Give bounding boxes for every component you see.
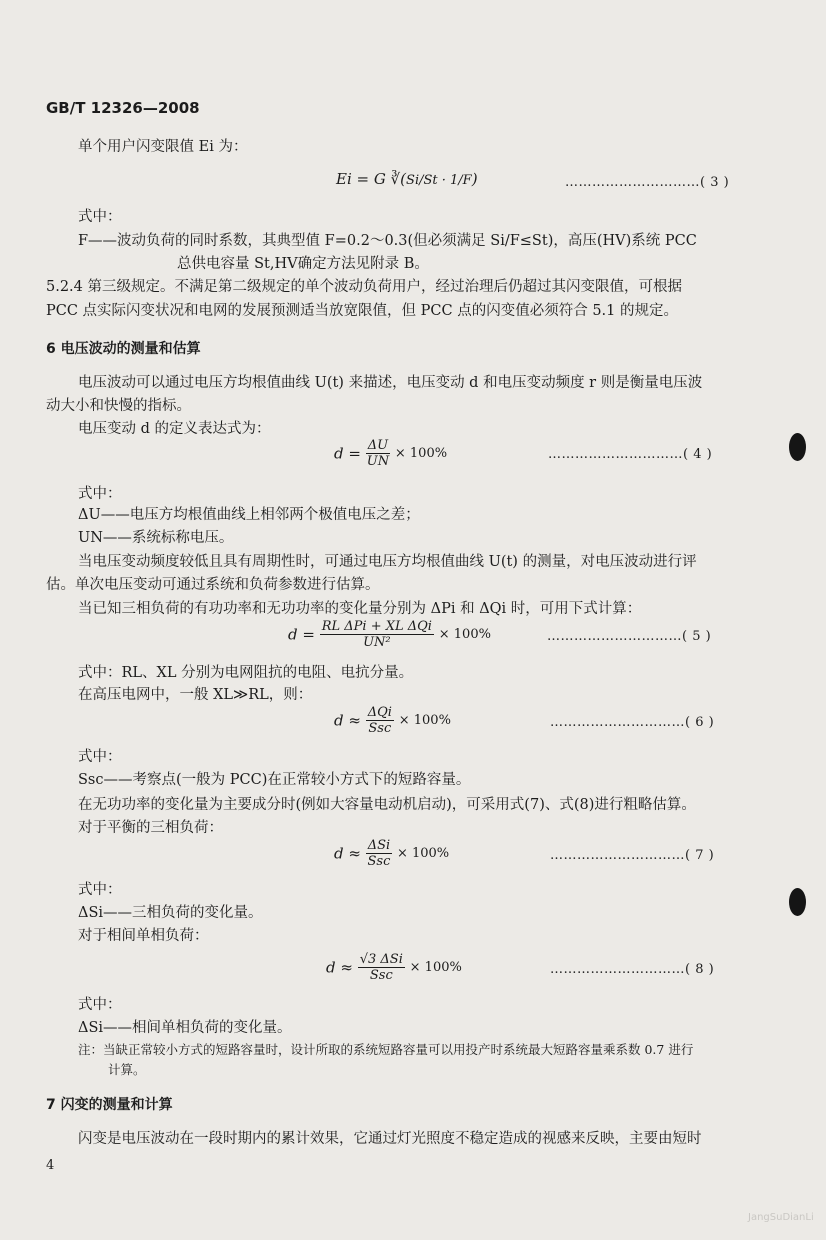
- text-line: 电压变动 d 的定义表达式为：: [78, 421, 271, 437]
- text-line: 式中：RL、XL 分别为电网阻抗的电阻、电抗分量。: [78, 665, 414, 681]
- text-line: PCC 点实际闪变状况和电网的发展预测适当放宽限值，但 PCC 点的闪变值必须符合 5.1 的规定。: [46, 303, 678, 319]
- equation-5-number: …………………………( 5 ): [547, 629, 712, 644]
- text-line: 在无功功率的变化量为主要成分时(例如大容量电动机启动)，可采用式(7)、式(8)进行粗略估算。: [78, 797, 696, 813]
- text-line: 动大小和快慢的指标。: [46, 398, 191, 414]
- section-7-heading: 7 闪变的测量和计算: [46, 1097, 173, 1113]
- equation-4-number: …………………………( 4 ): [548, 447, 713, 462]
- equation-6: d ≈ $\frac{\text{ΔQi}}{\text{Ssc}}$ × 100%: [334, 705, 451, 736]
- standard-code-header: GB/T 12326—2008: [46, 99, 200, 117]
- text-line: 当已知三相负荷的有功功率和无功功率的变化量分别为 ΔPi 和 ΔQi 时，可用下式计算：: [78, 601, 642, 617]
- text-line: 式中：: [78, 209, 122, 225]
- text-line: 式中：: [78, 882, 122, 898]
- text-line: 式中：: [78, 997, 122, 1013]
- clause-5-2-4: 5.2.4 第三级规定。不满足第二级规定的单个波动负荷用户，经过治理后仍超过其闪变限值，可根据: [46, 279, 682, 295]
- equation-8-number: …………………………( 8 ): [550, 962, 715, 977]
- equation-7-number: …………………………( 7 ): [550, 848, 715, 863]
- text-line: 对于平衡的三相负荷：: [78, 820, 223, 836]
- equation-3-number: …………………………( 3 ): [565, 175, 730, 190]
- text-line: ΔSi——三相负荷的变化量。: [78, 905, 263, 921]
- punch-hole: [789, 433, 806, 461]
- text-line: 式中：: [78, 749, 122, 765]
- text-line: F——波动负荷的同时系数，其典型值 F=0.2～0.3(但必须满足 Si/F≤St)，高压(HV)系统 PCC: [78, 233, 697, 249]
- text-line: 闪变是电压波动在一段时期内的累计效果，它通过灯光照度不稳定造成的视感来反映，主要由短时: [78, 1131, 702, 1147]
- equation-3-radicand: Si/St · 1/F: [406, 173, 472, 188]
- radical-sign: ∛(: [390, 170, 407, 188]
- note-line: 计算。: [108, 1062, 146, 1077]
- text-line: 估。单次电压变动可通过系统和负荷参数进行估算。: [46, 577, 380, 593]
- text-line: 总供电容量 St,HV确定方法见附录 B。: [177, 256, 429, 272]
- equation-7: d ≈ $\frac{\text{ΔSi}}{\text{Ssc}}$ × 100%: [334, 838, 450, 869]
- text-line: 当电压变动频度较低且具有周期性时，可通过电压方均根值曲线 U(t) 的测量，对电压波动进行评: [78, 554, 697, 570]
- equation-8: d ≈ $\frac{\text{√3 ΔSi}}{\text{Ssc}}$ × 100%: [326, 952, 462, 983]
- section-6-heading: 6 电压波动的测量和估算: [46, 341, 201, 357]
- text-line: Ssc——考察点(一般为 PCC)在正常较小方式下的短路容量。: [78, 772, 471, 788]
- equation-3-lhs: Ei = G: [336, 170, 386, 188]
- page-number: 4: [46, 1158, 55, 1173]
- text-line: ΔU——电压方均根值曲线上相邻两个极值电压之差；: [78, 507, 420, 523]
- punch-hole: [789, 888, 806, 916]
- text-line: 电压波动可以通过电压方均根值曲线 U(t) 来描述，电压变动 d 和电压变动频度 r 则是衡量电压波: [78, 375, 703, 391]
- text-line: 在高压电网中，一般 XL≫RL，则：: [78, 687, 313, 703]
- text-line: 式中：: [78, 486, 122, 502]
- note-line: 注：当缺正常较小方式的短路容量时，设计所取的系统短路容量可以用投产时系统最大短路容量乘系数 0.7 进行: [78, 1042, 694, 1057]
- equation-4: d = $\frac{\Delta U}{UN}$ × 100%: [334, 438, 448, 469]
- equation-5: d = $\frac{\text{RL ΔPi + XL ΔQi}}{\text{UN²}}$ × 100%: [288, 619, 491, 650]
- text-line: 单个用户闪变限值 Ei 为：: [78, 139, 248, 155]
- text-line: UN——系统标称电压。: [78, 530, 234, 546]
- equation-6-number: …………………………( 6 ): [550, 715, 715, 730]
- equation-3: Ei = G ∛(Si/St · 1/F): [336, 170, 478, 188]
- text-line: 对于相间单相负荷：: [78, 928, 209, 944]
- text-line: ΔSi——相间单相负荷的变化量。: [78, 1020, 292, 1036]
- watermark: JangSuDianLi: [748, 1212, 814, 1223]
